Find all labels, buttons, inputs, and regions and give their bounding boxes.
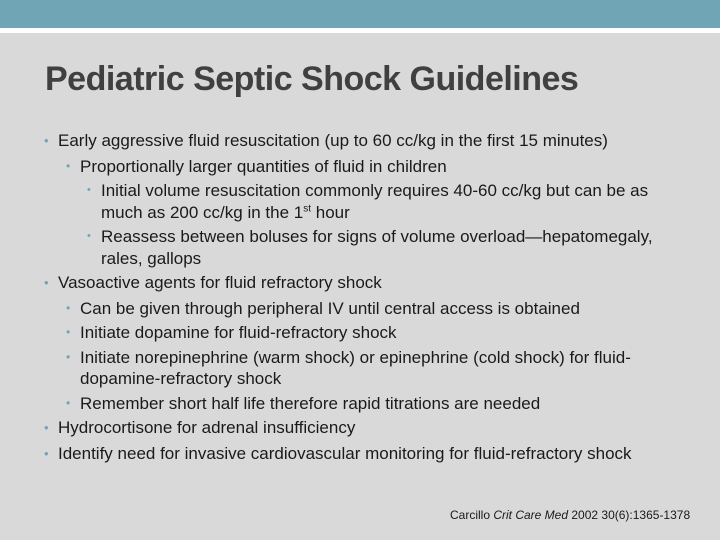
bullet-text: Initiate dopamine for fluid-refractory shock — [80, 323, 397, 342]
bullet-marker: • — [66, 349, 71, 364]
header-divider — [0, 28, 720, 33]
citation-reference: 2002 30(6):1365-1378 — [568, 508, 691, 522]
citation-journal: Crit Care Med — [493, 508, 569, 522]
sub-sub-bullet-item — [42, 226, 682, 269]
bullet-marker: • — [44, 275, 49, 290]
bullet-text: Vasoactive agents for fluid refractory shock — [58, 273, 382, 292]
ordinal-superscript: st — [303, 202, 312, 214]
bullet-marker: • — [44, 133, 49, 148]
citation — [450, 508, 690, 522]
citation-author: Carcillo — [450, 508, 494, 522]
bullet-marker: • — [87, 230, 91, 242]
bullet-marker: • — [66, 300, 71, 315]
bullet-text: Proportionally larger quantities of fluid in children — [80, 156, 447, 176]
bullet-text: Can be given through peripheral IV until central access is obtained — [80, 298, 580, 318]
bullet-item — [42, 272, 682, 294]
bullet-text — [101, 181, 648, 222]
bullet-item — [42, 417, 682, 439]
bullet-marker: • — [66, 158, 71, 173]
sub-sub-bullet-item — [42, 180, 682, 223]
header-band — [0, 0, 720, 28]
sub-bullet-item — [42, 322, 682, 344]
bullet-marker: • — [44, 445, 49, 461]
bullet-text-tail: hour — [311, 202, 350, 222]
bullet-marker: • — [87, 184, 91, 196]
sub-bullet-item — [42, 393, 682, 415]
bullet-text: Identify need for invasive cardiovascular monitoring for fluid-refractory shock — [58, 443, 632, 463]
bullet-text: Remember short half life therefore rapid titrations are needed — [80, 393, 541, 413]
bullet-list — [42, 130, 682, 468]
bullet-marker: • — [44, 420, 49, 435]
bullet-text: Early aggressive fluid resuscitation (up to 60 cc/kg in the first 15 minutes) — [58, 131, 608, 150]
bullet-text: Reassess between boluses for signs of volume overload—hepatomegaly, rales, gallops — [101, 227, 653, 268]
sub-bullet-item — [42, 347, 682, 390]
bullet-item — [42, 130, 682, 152]
sub-bullet-item — [42, 156, 682, 178]
sub-bullet-item — [42, 298, 682, 320]
bullet-item — [42, 443, 682, 465]
bullet-marker: • — [66, 395, 71, 410]
bullet-text: Hydrocortisone for adrenal insufficiency — [58, 418, 356, 437]
slide-title: Pediatric Septic Shock Guidelines — [45, 60, 579, 98]
bullet-text: Initiate norepinephrine (warm shock) or epinephrine (cold shock) for fluid-dopamine-refractory shock — [80, 347, 631, 388]
bullet-text-main: Initial volume resuscitation commonly requires 40-60 cc/kg but can be as much as 200 cc/kg in the 1 — [101, 181, 649, 222]
bullet-marker: • — [66, 325, 71, 339]
